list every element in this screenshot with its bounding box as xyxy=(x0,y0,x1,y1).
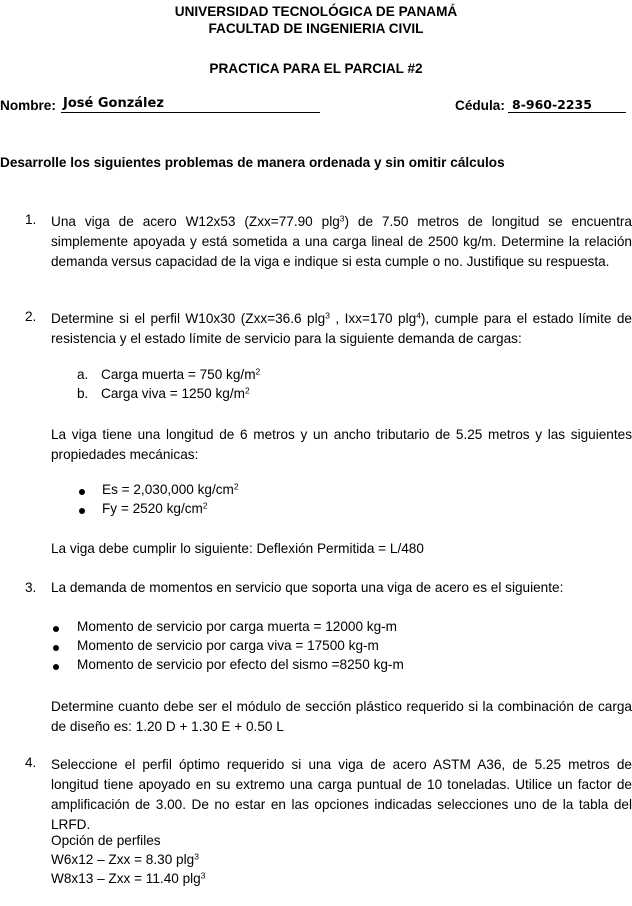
problem-1-text: Una viga de acero W12x53 (Zxx=77.90 plg$^3$) de 7.50 metros de longitud se encuentra simplemente apoyada y está sometida a una carga lineal de 2500 kg/m. Determine la relación demanda versus capacidad de la viga e indique si esta cumple o no. Justifique su respuesta. xyxy=(51,213,632,269)
property-es: Es = 2,030,000 $kg/cm^2$ xyxy=(102,481,239,497)
id-label: Cédula: xyxy=(455,98,505,113)
university-title: UNIVERSIDAD TECNOLÓGICA DE PANAMÁ xyxy=(174,4,458,19)
problem-3-intro: La demanda de momentos en servicio que soporta una viga de acero es el siguiente: xyxy=(51,580,564,595)
deflection-requirement: La viga debe cumplir lo siguiente: Deflexión Permitida = L/480 xyxy=(51,541,424,556)
name-value: José González xyxy=(63,96,164,111)
problem-3-question: Determine cuanto debe ser el módulo de sección plástico requerido si la combinación de carga de diseño es: 1.20 D + 1.30 E + 0.50 L xyxy=(51,699,632,734)
name-underline xyxy=(61,96,320,113)
problem-1-number: 1. xyxy=(25,212,37,227)
problem-2-number: 2. xyxy=(25,309,37,324)
property-fy: Fy = 2520 $kg/cm^2$ xyxy=(102,500,208,516)
option-w6x12: W6x12 – Zxx = 8.30 plg$^3$ xyxy=(51,851,199,867)
name-label: Nombre: xyxy=(0,98,56,113)
moment-dead: Momento de servicio por carga muerta = 12000 kg-m xyxy=(77,619,397,634)
bullet-icon xyxy=(53,645,59,651)
bullet-icon xyxy=(53,626,59,632)
problem-4-number: 4. xyxy=(25,755,37,770)
load-item-dead: a. Carga muerta = 750 $kg/m^2$ xyxy=(77,366,261,382)
options-title: Opción de perfiles xyxy=(51,833,161,848)
bullet-icon xyxy=(53,664,59,670)
bullet-icon xyxy=(79,508,85,514)
id-underline xyxy=(508,96,626,113)
faculty-title: FACULTAD DE INGENIERIA CIVIL xyxy=(208,21,424,36)
id-value: 8-960-2235 xyxy=(512,97,592,112)
problem-2-paragraph: La viga tiene una longitud de 6 metros y un ancho tributario de 5.25 metros y las siguientes propiedades mecánicas: xyxy=(51,427,632,462)
moment-live: Momento de servicio por carga viva = 17500 kg-m xyxy=(77,638,379,653)
bullet-icon xyxy=(79,489,85,495)
document-title: PRACTICA PARA EL PARCIAL #2 xyxy=(209,61,423,76)
load-item-live: b. Carga viva = 1250 $kg/m^2$ xyxy=(77,385,250,401)
problem-3-number: 3. xyxy=(25,580,37,595)
problem-4-text: Seleccione el perfil óptimo requerido si una viga de acero ASTM A36, de 5.25 metros de longitud tiene apoyado en su extremo una carga puntual de 10 toneladas. Utilice un factor de amplificación de 3.00. De no estar en las opciones indicadas selecciones uno de la tabla del LRFD. xyxy=(51,757,632,832)
option-w8x13: W8x13 – Zxx = 11.40 plg$^3$ xyxy=(51,870,206,886)
instructions: Desarrolle los siguientes problemas de manera ordenada y sin omitir cálculos xyxy=(0,155,505,170)
problem-2-text: Determine si el perfil W10x30 (Zxx=36.6 plg$^3$ , Ixx=170 plg$^4$), cumple para el estado límite de resistencia y el estado límite de servicio para la siguiente demanda de cargas: xyxy=(51,310,632,346)
moment-seismic: Momento de servicio por efecto del sismo =8250 kg-m xyxy=(77,657,404,672)
